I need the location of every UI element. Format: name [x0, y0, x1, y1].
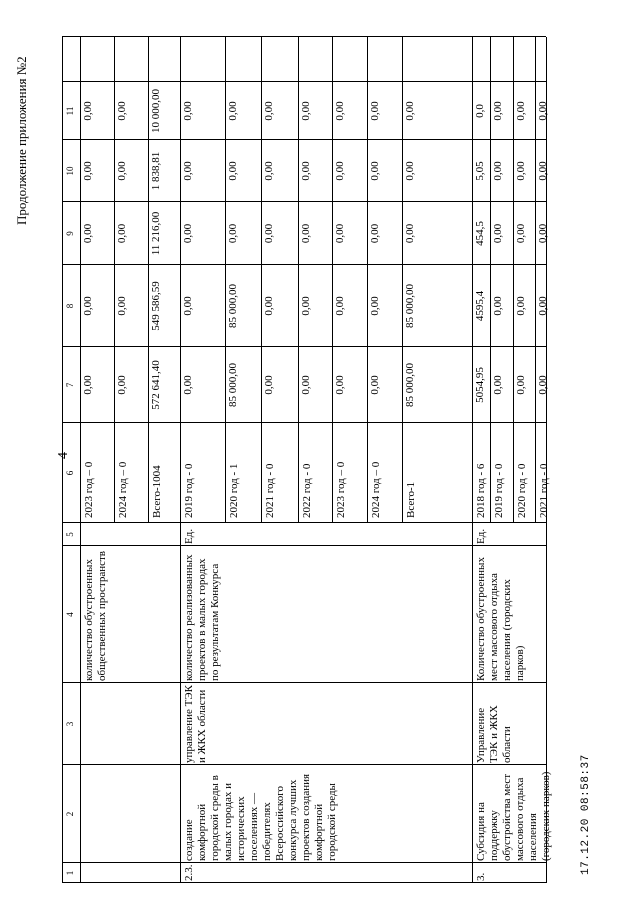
table-rule — [535, 37, 536, 523]
section-col5: Ед. — [475, 528, 487, 544]
cell-c9: 0,00 — [404, 223, 416, 244]
table-rule — [367, 37, 368, 523]
cell-c8: 0,00 — [369, 296, 381, 316]
section-col4: количество обустроенных общественных пространств — [83, 551, 108, 681]
cell-c7: 85 000,00 — [404, 363, 416, 407]
section-col5: Ед. — [183, 528, 195, 544]
row-year-label: 2021 год - 0 — [538, 463, 550, 518]
cell-c7: 5054,95 — [474, 367, 486, 403]
cell-c11: 10 000,00 — [150, 89, 162, 133]
cell-c9: 0,00 — [334, 223, 346, 244]
cell-c7: 85 000,00 — [227, 363, 239, 407]
row-year-label: 2020 год - 1 — [228, 463, 240, 518]
continuation-title: Продолжение приложения №2 — [14, 56, 29, 225]
row-year-label: 2023 год – 0 — [335, 461, 347, 518]
table-rule — [62, 37, 63, 883]
data-table — [62, 37, 552, 883]
page-number: 4 — [56, 452, 71, 459]
cell-c7: 0,00 — [369, 375, 381, 395]
cell-c8: 4595,4 — [474, 290, 486, 322]
cell-c11: 0,00 — [537, 101, 549, 121]
cell-c10: 0,00 — [82, 161, 94, 181]
cell-c7: 0,00 — [334, 375, 346, 395]
section-col4: количество реализованных проектов в малых городах по результатам Конкурса — [183, 554, 221, 681]
cell-c10: 0,00 — [116, 161, 128, 181]
cell-c11: 0,0 — [474, 104, 486, 118]
cell-c11: 0,00 — [82, 101, 94, 121]
cell-c11: 0,00 — [182, 101, 194, 121]
cell-c11: 0,00 — [404, 101, 416, 121]
cell-c7: 0,00 — [82, 375, 94, 395]
section-col3: Управление ТЭК и ЖКХ области — [475, 705, 513, 763]
cell-c7: 0,00 — [182, 375, 194, 395]
cell-c9: 0,00 — [369, 223, 381, 244]
section-col1: 3. — [475, 872, 487, 881]
cell-c7: 0,00 — [492, 375, 504, 395]
cell-c9: 454,5 — [474, 221, 486, 246]
column-header-2: 2 — [65, 811, 75, 817]
section-col2: создание комфортной городской среды в малых городах и исторических поселениях — победителях Всероссийского конкурса лучших проектов создания комфортной городской среды — [183, 773, 338, 861]
column-header-11: 11 — [65, 106, 75, 116]
cell-c8: 0,00 — [515, 296, 527, 316]
column-header-9: 9 — [65, 231, 75, 236]
row-year-label: 2024 год – 0 — [370, 461, 382, 518]
cell-c11: 0,00 — [116, 101, 128, 121]
cell-c9: 0,00 — [182, 223, 194, 244]
section-col1 — [82, 863, 180, 883]
cell-c8: 0,00 — [263, 296, 275, 316]
cell-c10: 0,00 — [404, 161, 416, 181]
column-header-3: 3 — [65, 721, 75, 727]
row-year-label: Всего-1 — [405, 481, 417, 518]
cell-c9: 0,00 — [515, 223, 527, 244]
cell-c7: 0,00 — [263, 375, 275, 395]
table-rule — [513, 37, 514, 523]
column-header-5: 5 — [65, 532, 75, 537]
cell-c9: 11 216,00 — [150, 211, 162, 256]
cell-c10: 1 838,81 — [150, 151, 162, 191]
cell-c11: 0,00 — [263, 101, 275, 121]
row-year-label: 2019 год - 0 — [183, 463, 195, 518]
column-header-8: 8 — [65, 303, 75, 309]
section-col2 — [82, 765, 180, 863]
cell-c11: 0,00 — [300, 101, 312, 121]
cell-c9: 0,00 — [300, 223, 312, 244]
cell-c11: 0,00 — [369, 101, 381, 121]
table-rule — [114, 37, 115, 523]
cell-c8: 0,00 — [300, 296, 312, 316]
cell-c8: 549 586,59 — [150, 281, 162, 331]
cell-c8: 0,00 — [492, 296, 504, 316]
table-rule — [225, 37, 226, 523]
cell-c9: 0,00 — [537, 223, 549, 244]
cell-c11: 0,00 — [515, 101, 527, 121]
row-year-label: 2018 год - 6 — [475, 463, 487, 518]
section-col3 — [82, 683, 180, 765]
table-rule — [80, 37, 81, 523]
table-rule — [472, 37, 473, 523]
table-rule — [62, 36, 546, 37]
cell-c7: 0,00 — [300, 375, 312, 395]
cell-c7: 0,00 — [537, 375, 549, 395]
section-col3: управление ТЭК и ЖКХ области — [183, 685, 208, 763]
row-year-label: 2020 год - 0 — [516, 463, 528, 518]
column-header-10: 10 — [65, 166, 75, 176]
cell-c10: 0,00 — [537, 161, 549, 181]
cell-c9: 0,00 — [227, 223, 239, 244]
section-col2: Субсидия на поддержку обустройства мест массового отдыха населения (городских парков) — [475, 771, 552, 861]
section-col4: Количество обустроенных мест массового отдыха населения (городских парков) — [475, 557, 526, 681]
cell-c9: 0,00 — [82, 223, 94, 244]
section-col1: 2.3. — [183, 864, 195, 881]
cell-c10: 0,00 — [300, 161, 312, 181]
row-year-label: Всего-1004 — [151, 465, 163, 518]
cell-c10: 0,00 — [334, 161, 346, 181]
cell-c8: 0,00 — [116, 296, 128, 316]
table-rule — [148, 37, 149, 523]
row-year-label: 2021 год - 0 — [264, 463, 276, 518]
cell-c9: 0,00 — [263, 223, 275, 244]
cell-c8: 85 000,00 — [404, 284, 416, 328]
column-header-1: 1 — [65, 870, 75, 876]
column-header-6: 6 — [65, 470, 75, 476]
cell-c8: 0,00 — [334, 296, 346, 316]
cell-c10: 0,00 — [492, 161, 504, 181]
column-header-4: 4 — [65, 612, 75, 617]
row-year-label: 2022 год - 0 — [301, 463, 313, 518]
cell-c10: 0,00 — [182, 161, 194, 181]
table-rule — [490, 37, 491, 523]
row-year-label: 2023 год – 0 — [83, 461, 95, 518]
cell-c7: 0,00 — [116, 375, 128, 395]
table-rule — [332, 37, 333, 523]
cell-c9: 0,00 — [492, 223, 504, 244]
cell-c8: 85 000,00 — [227, 284, 239, 328]
cell-c11: 0,00 — [492, 101, 504, 121]
print-timestamp: 17.12.20 08:58:37 — [580, 754, 592, 875]
cell-c7: 572 641,40 — [150, 360, 162, 410]
cell-c9: 0,00 — [116, 223, 128, 244]
cell-c8: 0,00 — [537, 296, 549, 316]
cell-c10: 5,05 — [474, 161, 486, 181]
cell-c7: 0,00 — [515, 375, 527, 395]
cell-c10: 0,00 — [369, 161, 381, 181]
row-year-label: 2024 год – 0 — [117, 461, 129, 518]
cell-c8: 0,00 — [82, 296, 94, 316]
cell-c10: 0,00 — [227, 161, 239, 181]
table-rule — [180, 37, 181, 523]
column-header-7: 7 — [65, 382, 75, 388]
table-rule — [298, 37, 299, 523]
cell-c11: 0,00 — [334, 101, 346, 121]
table-rule — [261, 37, 262, 523]
section-col5 — [82, 523, 180, 546]
cell-c8: 0,00 — [182, 296, 194, 316]
cell-c10: 0,00 — [263, 161, 275, 181]
table-rule — [402, 37, 403, 523]
row-year-label: 2019 год - 0 — [493, 463, 505, 518]
cell-c11: 0,00 — [227, 101, 239, 121]
cell-c10: 0,00 — [515, 161, 527, 181]
